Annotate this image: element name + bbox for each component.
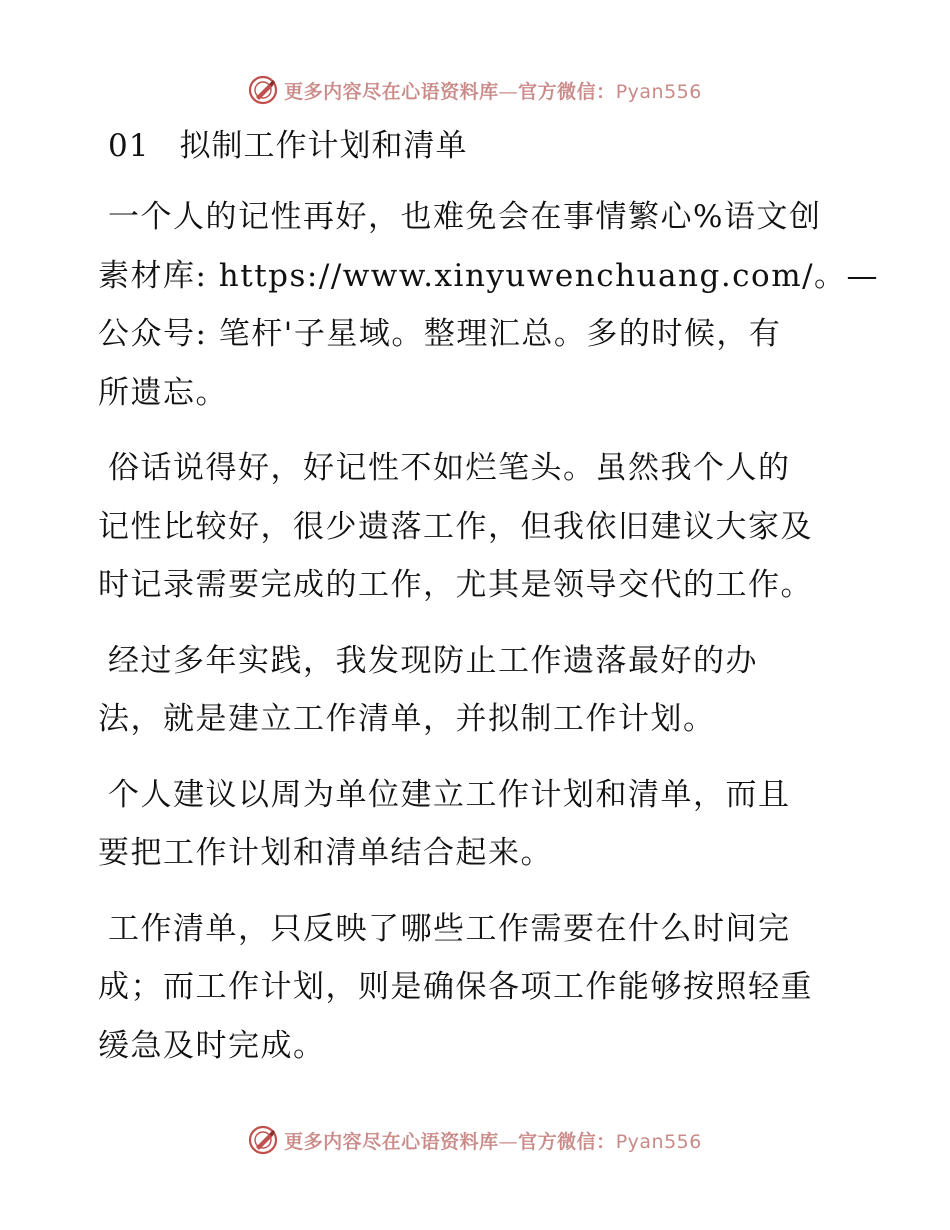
footer-watermark: [0, 1122, 950, 1158]
section-number: 01: [108, 128, 150, 164]
paragraph-line: 个人建议以周为单位建立工作计划和清单，而且: [108, 776, 791, 813]
document-body: [98, 124, 880, 1092]
pen-logo-icon: [248, 1125, 278, 1155]
paragraph-line: 工作清单，只反映了哪些工作需要在什么时间完: [108, 910, 791, 947]
paragraph-line: 所遗忘。: [98, 374, 228, 411]
paragraph-line: 记性比较好，很少遗落工作，但我依旧建议大家及: [98, 508, 813, 545]
watermark-text: 更多内容尽在心语资料库—官方微信：Pyan556: [284, 80, 702, 103]
paragraph-line: 素材库: https://www.xinyuwenchuang.com/。—: [98, 257, 880, 294]
paragraph: [98, 632, 858, 749]
section-heading: [108, 124, 858, 168]
paragraph-line: 公众号: 笔杆'子星域。整理汇总。多的时候，有: [98, 316, 782, 352]
paragraph: [98, 439, 858, 615]
paragraph-line: 一个人的记性再好，也难免会在事情繁心%语文创: [108, 199, 822, 235]
paragraph-line: 经过多年实践，我发现防止工作遗落最好的办: [108, 642, 758, 679]
paragraph-line: 要把工作计划和清单结合起来。: [98, 835, 553, 871]
paragraph-line: 俗话说得好，好记性不如烂笔头。虽然我个人的: [108, 450, 791, 486]
paragraph-line: 缓急及时完成。: [98, 1027, 326, 1064]
section-title: 拟制工作计划和清单: [179, 128, 468, 164]
paragraph: [98, 766, 858, 883]
pen-logo-icon: [248, 75, 278, 105]
paragraph-line: 时记录需要完成的工作，尤其是领导交代的工作。: [98, 567, 813, 603]
watermark-text: 更多内容尽在心语资料库—官方微信：Pyan556: [284, 1130, 702, 1153]
paragraph: [98, 900, 858, 1076]
paragraph-line: 法，就是建立工作清单，并拟制工作计划。: [98, 701, 716, 737]
paragraph: [98, 188, 880, 422]
paragraph-line: 成；而工作计划，则是确保各项工作能够按照轻重: [98, 969, 813, 1005]
header-watermark: [0, 72, 950, 108]
